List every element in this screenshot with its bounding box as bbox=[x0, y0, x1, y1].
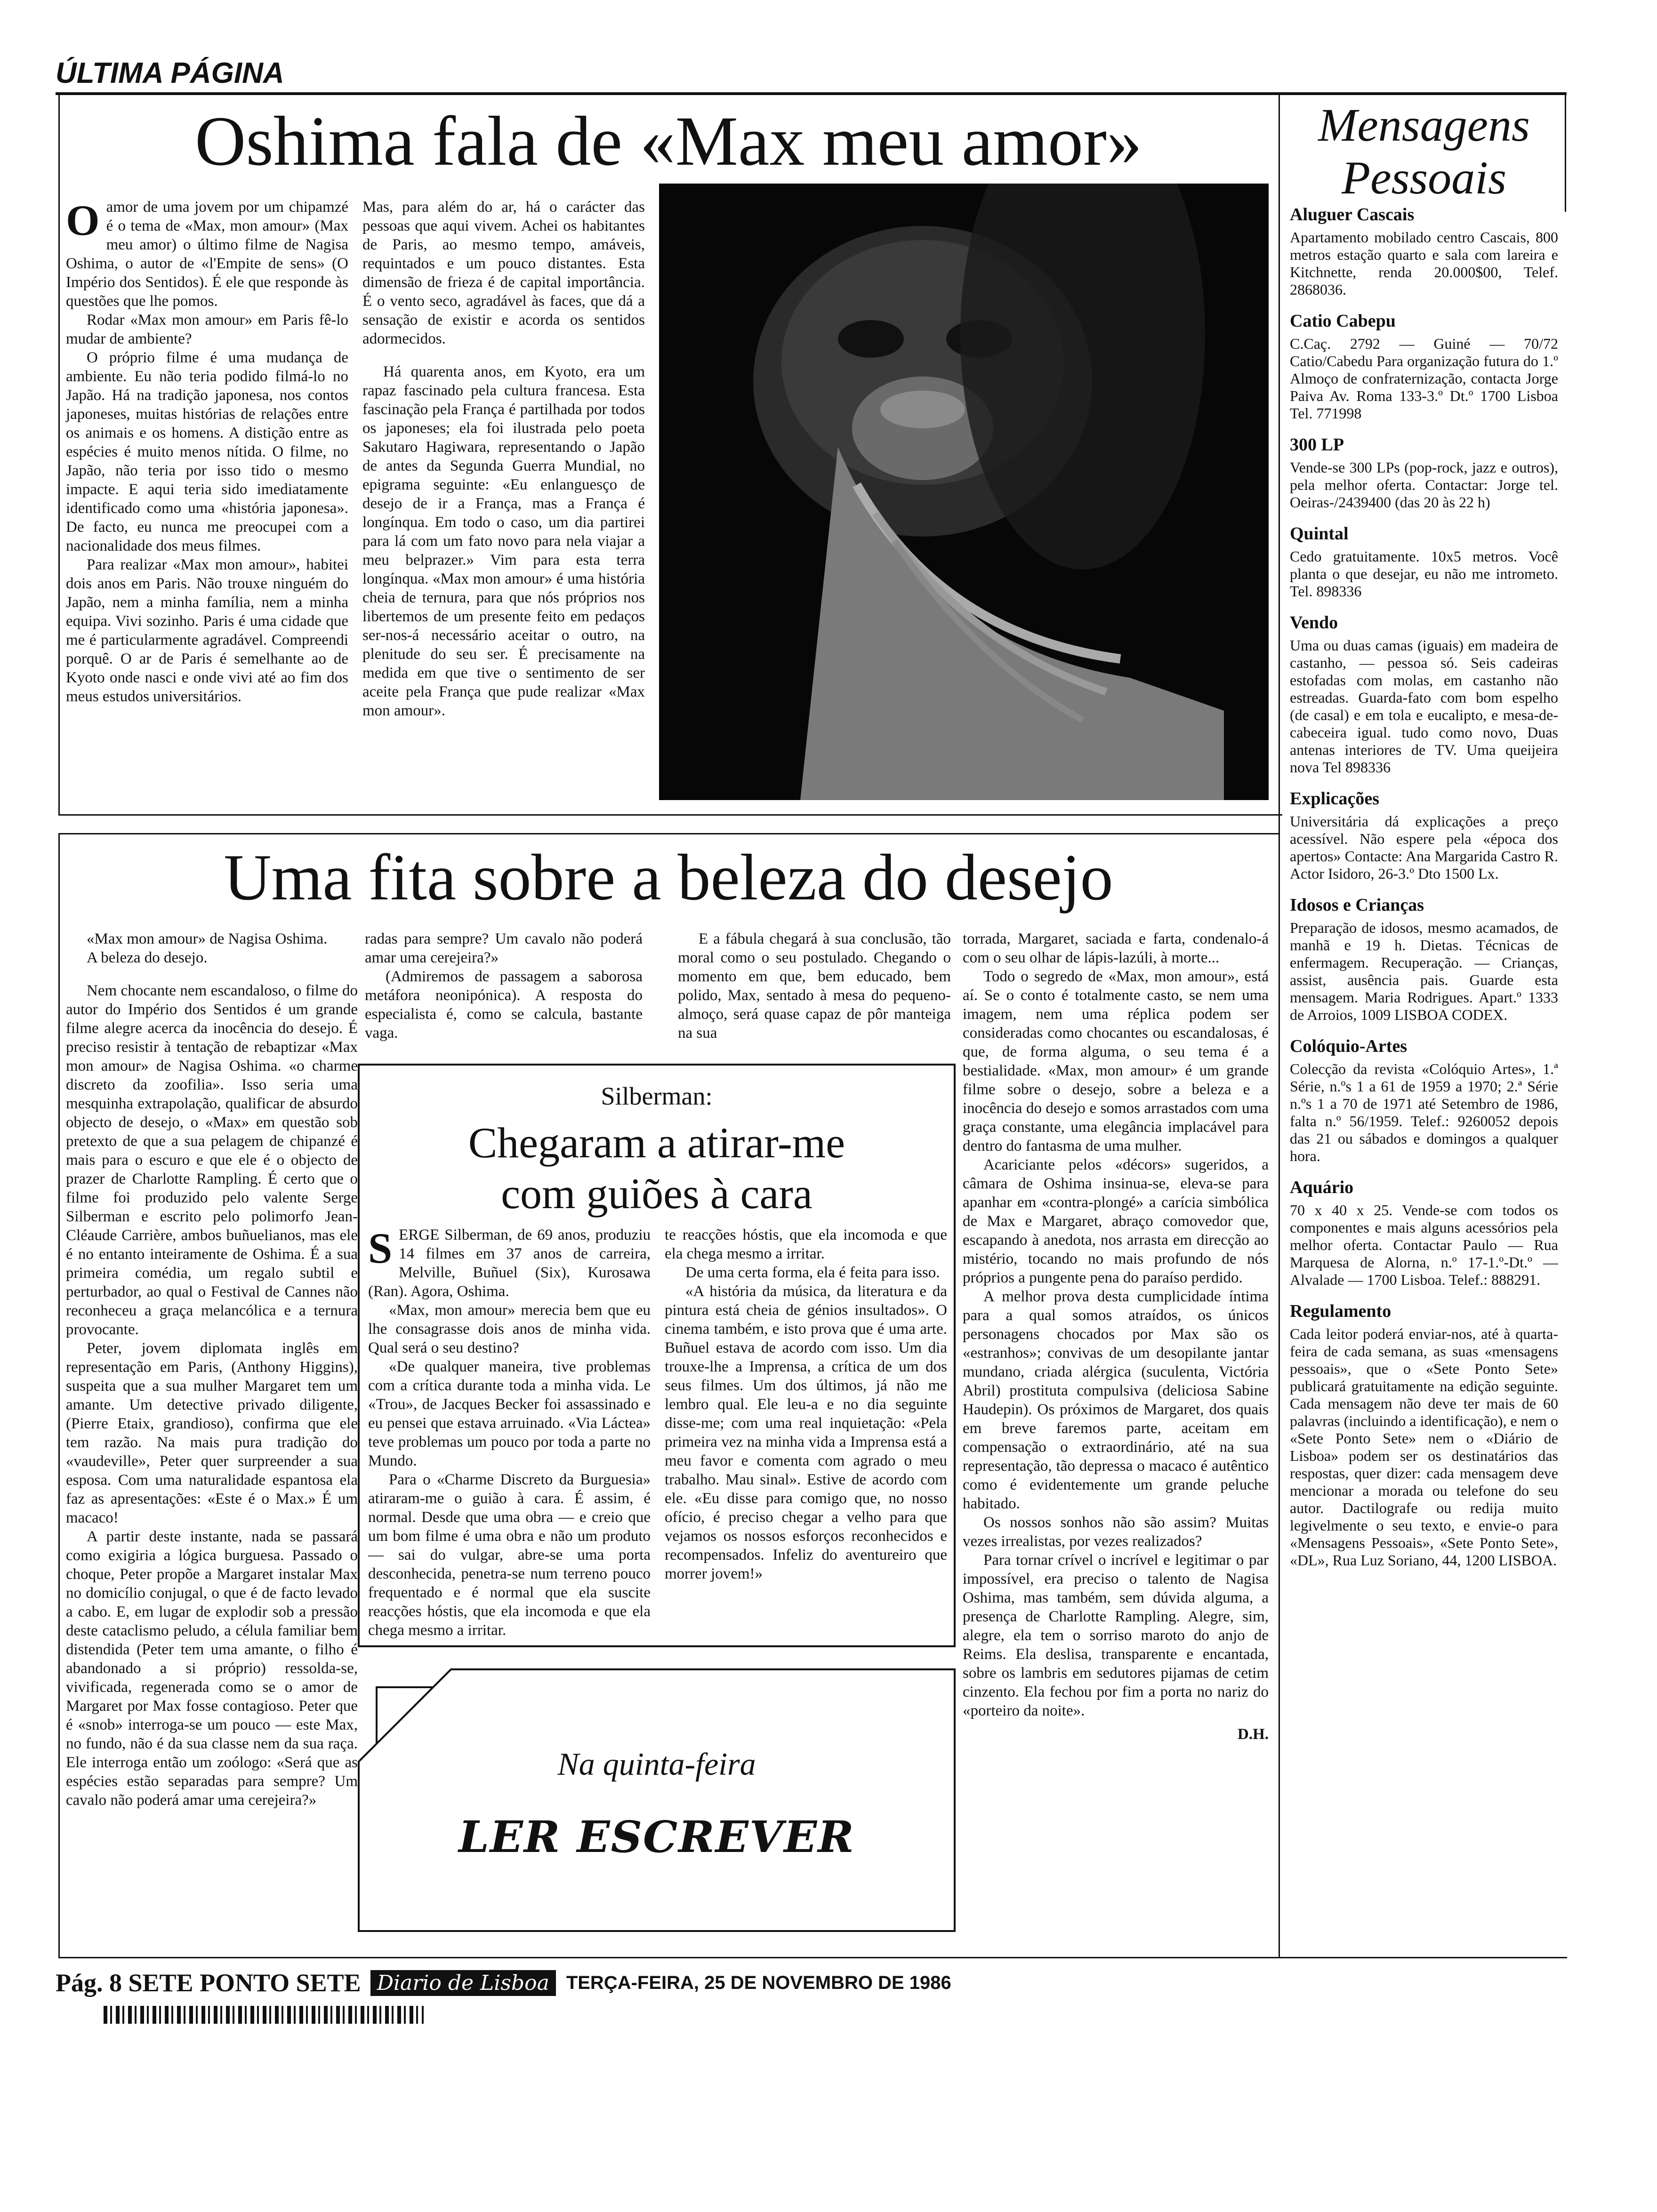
box-col2 bbox=[665, 1226, 947, 1583]
classified-text: 70 x 40 x 25. Vende-se com todos os componentes e mais alguns acessórios pela melhor oferta. Contactar Paulo — Rua Marquesa de Alorna, n.º 17-1.º-Dt.º — Alvalade — 1700 Lisboa. Telef.: 888291. bbox=[1290, 1202, 1558, 1288]
box-kicker: Silberman: bbox=[601, 1082, 713, 1110]
classifieds-right-border bbox=[1565, 94, 1566, 212]
classified-text: Universitária dá explicações a preço acessível. Não espere pela «época dos apertos» Contacte: Ana Margarida Castro R. Actor Isidoro, 26-3.º Dto 1500 Lx. bbox=[1290, 813, 1558, 882]
article2-para: A beleza do desejo. bbox=[87, 949, 208, 966]
classified-text: Preparação de idosos, mesmo acamados, de manhã e 19 h. Dietas. Técnicas de enfermagem. Recuperação. — Crianças, assist, ausência pais. Guarde esta mensagem. Maria Rodrigues. Apart.º 1333 de Arroios, 1009 LISBOA CODEX. bbox=[1290, 919, 1558, 1023]
classified-title: Explicações bbox=[1290, 789, 1379, 809]
article2-col2-top bbox=[365, 930, 643, 1042]
classifieds-left-border bbox=[1279, 94, 1280, 1958]
article2-para: Para tornar crível o incrível e legitimar o par impossível, era preciso o talento de Nagisa Oshima, mas também, sem dúvida alguma, a presença de Charlotte Rampling. Alegre, sim, alegre, ela tem o sorriso maroto do anjo de Reims. Ela deslisa, transparente e encantada, sobre os lambris em sedutores pijamas de cetim cinzento. Ela fechou por fim a porta no nariz do «porteiro da noite». bbox=[963, 1552, 1269, 1719]
article2-para: Peter, jovem diplomata inglês em representação em Paris, (Anthony Higgins), suspeita que a sua mulher Margaret tem um amante. Um detective privado diligente, (Pierre Etaix, grandioso), confirma que ele tem razão. Na mais pura tradição do «vaudeville», Peter quer surpreender a sua esposa. Com uma naturalidade espantosa ela faz as apresentações: «Este é o Max.» É um macaco! bbox=[66, 1340, 358, 1526]
article1-headline: Oshima fala de «Max meu amor» bbox=[195, 102, 1142, 180]
classified-title: Idosos e Crianças bbox=[1290, 895, 1424, 915]
article2-signature: D.H. bbox=[1238, 1726, 1269, 1743]
classifieds-title-line2: Pessoais bbox=[1342, 152, 1506, 204]
promo-logo: LER ESCREVER bbox=[458, 1811, 855, 1862]
box-para: «De qualquer maneira, tive problemas com a crítica durante toda a minha vida. Le «Trou», de Jacques Becker foi assassinado e eu pensei que estava arruinado. «Via Láctea» teve problemas um pouco por toda a parte no Mundo. bbox=[368, 1358, 651, 1469]
article2-top-border bbox=[58, 833, 1280, 834]
classified-title: Aquário bbox=[1290, 1178, 1354, 1197]
section-label: ÚLTIMA PÁGINA bbox=[56, 57, 284, 89]
dropcap: O bbox=[66, 196, 100, 244]
article1-para: Rodar «Max mon amour» em Paris fê-lo mudar de ambiente? bbox=[66, 312, 348, 347]
header-rule bbox=[56, 92, 1567, 95]
classifieds-title-line1: Mensagens bbox=[1318, 99, 1530, 151]
article2-para: (Admiremos de passagem a saborosa metáfora neonipónica). A resposta do especialista é, como se calcula, bastante vaga. bbox=[365, 968, 643, 1042]
box-para: De uma certa forma, ela é feita para isso. bbox=[685, 1264, 940, 1281]
classified-text: Apartamento mobilado centro Cascais, 800 metros estação quarto e sala com lareira e Kitchnette, renda 20.000$00, Telef. 2868036. bbox=[1290, 229, 1558, 298]
box-para: «A história da música, da literatura e da pintura está cheia de génios insultados». O cinema também, e isto prova que é uma arte. Buñuel estava de acordo com isso. Um dia trouxe-lhe a Imprensa, a crítica de um dos seus filmes. Um dos últimos, já não me lembro qual. Ele leu-a e no dia seguinte disse-me; com uma real inquietação: «Pela primeira vez na minha vida a Imprensa está a meu favor e comenta com agrado o meu trabalho. Mau sinal». Estive de acordo com ele. «Eu disse para comigo que, no nosso ofício, é preciso chegar a velho para que vejamos os nossos esforços reconhecidos e recompensados. Infeliz do aventureiro que morrer jovem!» bbox=[665, 1283, 947, 1582]
box-para: Para o «Charme Discreto da Burguesia» atiraram-me o guião à cara. É assim, é normal. Desde que uma obra — e creio que um bom filme é uma obra e não um produto — sai do vulgar, abre-se uma porta desconhecida, penetra-se num terreno pouco frequentado e é normal que ela suscite reacções hóstis, que ela incomoda e que ela chega mesmo a irritar. bbox=[368, 1471, 651, 1639]
classified-text: Uma ou duas camas (iguais) em madeira de castanho, — pessoa só. Seis cadeiras estofadas com molas, em castanho não estreadas. Guarda-fato com bom espelho (de casal) e em tola e eucalipto, e mesa-de-cabeceira igual. tudo como novo, Duas antenas interiores de TV. Uma queijeira nova Tel 898336 bbox=[1290, 637, 1558, 776]
promo-line1: Na quinta-feira bbox=[557, 1746, 756, 1782]
classified-title: Regulamento bbox=[1290, 1301, 1392, 1321]
classified-title: 300 LP bbox=[1290, 435, 1344, 455]
classified-title: Catio Cabepu bbox=[1290, 311, 1396, 331]
classified-title: Colóquio-Artes bbox=[1290, 1036, 1408, 1056]
article2-para: Os nossos sonhos não são assim? Muitas vezes irrealistas, por vezes realizados? bbox=[963, 1514, 1269, 1550]
footer-page: Pág. 8 SETE PONTO SETE bbox=[56, 1969, 361, 1997]
box-headline-line2: com guiões à cara bbox=[501, 1170, 812, 1218]
article2-col3-top bbox=[678, 930, 951, 1042]
article1-para: Mas, para além do ar, há o carácter das pessoas que aqui vivem. Achei os habitantes de Paris, ao mesmo tempo, amáveis, requintados e um pouco distantes. Esta dimensão de frieza é de capital importância. É o vento seco, agradável às faces, que dá a sensação de existir e acorda os sentidos adormecidos. bbox=[362, 199, 645, 347]
classifieds-column bbox=[1290, 99, 1558, 1569]
box-para: «Max, mon amour» merecia bem que eu lhe consagrasse dois anos de minha vida. Qual será o seu destino? bbox=[368, 1302, 651, 1356]
masthead-logo: Diario de Lisboa bbox=[370, 1970, 556, 1996]
article2-para: «Max mon amour» de Nagisa Oshima. bbox=[87, 930, 328, 947]
footer-barcode bbox=[104, 2006, 424, 2024]
article1-left-border bbox=[58, 94, 60, 815]
classified-title: Quintal bbox=[1290, 524, 1349, 544]
footer bbox=[56, 1968, 951, 2006]
article1-para: O próprio filme é uma mudança de ambiente. Eu não teria podido filmá-lo no Japão. Há na tradição japonesa, nos contos japoneses, muitas histórias de relações entre os animais e os homens. A distição entre as espécies é muito menos nítida. O filme, no Japão, não teria por isso tido o mesmo impacte. E aqui teria sido imediatamente identificado como uma «história japonesa». De facto, eu nunca me preocupei com a nacionalidade dos meus filmes. bbox=[66, 349, 348, 554]
article2-para: Nem chocante nem escandaloso, o filme do autor do Império dos Sentidos é um grande filme alegre acerca da inocência do desejo. É preciso resistir à tentação de rebaptizar «Max mon amour» de Nagisa Oshima. «o charme discreto da zoofilia». Isso seria uma mesquinha extrapolação, qualificar de absurdo objecto de desejo, o «Max» em questão sob pretexto de que a sua pelagem de chipanzé é mais para o escuro e que ele é o objecto de prazer de Charlotte Rampling. É certo que o filme foi produzido pelo valente Serge Silberman e escrito pelo polimorfo Jean-Cléaude Carrière, ambos buñuelianos, mas ele é no entanto inteiramente de Oshima. É a sua primeira comédia, um regalo subtil e perturbador, ao qual o Festival de Cannes não reconheceu a graça melancólica e a ternura provocante. bbox=[66, 982, 358, 1338]
article1-bottom-border bbox=[58, 814, 1282, 816]
article1-para: Para realizar «Max mon amour», habitei dois anos em Paris. Não trouxe ninguém do Japão, nem a minha família, nem a minha equipa. Vivi sozinho. Paris é uma cidade que me é particularmente agradável. Compreendi porquê. O ar de Paris é semelhante ao de Kyoto onde nasci e onde vivi até ao fim dos meus estudos universitários. bbox=[66, 556, 348, 705]
article2-para: radas para sempre? Um cavalo não poderá amar uma cerejeira?» bbox=[365, 930, 643, 966]
article2-bottom-border bbox=[58, 1957, 1567, 1958]
box-para: te reacções hóstis, que ela incomoda e que ela chega mesmo a irritar. bbox=[665, 1226, 947, 1262]
article2-para: A partir deste instante, nada se passará como exigiria a lógica burguesa. Passado o choque, Peter propõe a Margaret instalar Max no domicílio conjugal, o que é de facto levado a cabo. E, em lugar de explodir sob a pressão deste cataclismo peludo, a célula familiar bem distendida (Peter tem uma amante, o filho é abandonado a si próprio) ressolda-se, vivificada, regenerada como se o amor de Margaret por Max fosse contagioso. Peter que é «snob» interroga-se um pouco — este Max, no fundo, não é da sua classe nem da sua raça. Ele interroga então um zoólogo: «Será que as espécies estão separadas para sempre? Um cavalo não poderá amar uma cerejeira?» bbox=[66, 1528, 358, 1809]
article2-para: E a fábula chegará à sua conclusão, tão moral como o seu postulado. Chegando o momento em que, bem educado, bem polido, Max, sentado à mesa do pequeno-almoço, será quase capaz de pôr manteiga na sua bbox=[678, 930, 951, 1042]
box-col1 bbox=[368, 1226, 651, 1640]
article2-para: A melhor prova desta cumplicidade íntima para a qual somos atraídos, os únicos personagens chocados por Max são os «estranhos»; convivas de um desopilante jantar mundano, criada alérgica (suculenta, Victória Abril) prostituta compulsiva (deliciosa Sabine Haudepin). Os próximos de Margaret, dos quais em breve faremos parte, aceitam em compensação o extraordinário, até na sua representação, tão depressa o macaco é autêntico como é evidentemente um grande peluche habitado. bbox=[963, 1288, 1269, 1512]
article1-para: Há quarenta anos, em Kyoto, era um rapaz fascinado pela cultura francesa. Esta fascinação pela França é partilhada por todos os japoneses; ela foi ilustrada pelo poeta Sakutaro Hagiwara, representando o Japão de antes da Segunda Guerra Mundial, no epigrama seguinte: «Eu enlanguesço de desejo de ir a França, mas a França é longínqua. Em todo o caso, um dia partirei para lá com um fato novo para nela viajar a meu belprazer.» Vim para esta terra longínqua. «Max mon amour» é uma história cheia de ternura, para que nós próprios nos libertemos de um presente feito em pedaços ser-nos-á necessário aceitar o outro, na plenitude do seu ser. É precisamente na medida em que tive o sentimento de ser aceite pela França que pude realizar «Max mon amour». bbox=[362, 363, 645, 719]
article2-col4 bbox=[963, 930, 1269, 1744]
footer-date: TERÇA-FEIRA, 25 DE NOVEMBRO DE 1986 bbox=[566, 1972, 951, 1993]
classified-text: Cedo gratuitamente. 10x5 metros. Você planta o que desejar, eu não me intrometo. Tel. 898336 bbox=[1290, 548, 1558, 600]
article1-para: amor de uma jovem por um chipamzé é o tema de «Max, mon amour» (Max meu amor) o último filme de Nagisa Oshima, o autor de «l'Empite de sens» (O Império dos Sentidos). É ele que responde às questões que lhe pomos. bbox=[66, 199, 348, 310]
classified-text: C.Caç. 2792 — Guiné — 70/72 Catio/Cabedu Para organização futura do 1.º Almoço de confraternização, contacta Jorge Paiva Av. Roma 133-3.º Dt.º 1700 Lisboa Tel. 771998 bbox=[1290, 335, 1558, 422]
box-headline-line1: Chegaram a atirar-me bbox=[468, 1119, 845, 1167]
box-para: ERGE Silberman, de 69 anos, produziu 14 filmes em 37 anos de carreira, Melville, Buñuel (Six), Kurosawa (Ran). Agora, Oshima. bbox=[368, 1226, 651, 1300]
promo-box bbox=[358, 1668, 956, 1932]
article1-col1 bbox=[66, 198, 348, 706]
classifieds-title bbox=[1290, 99, 1558, 204]
article2-headline: Uma fita sobre a beleza do desejo bbox=[224, 841, 1113, 914]
classified-text: Colecção da revista «Colóquio Artes», 1.ª Série, n.ºs 1 a 61 de 1959 a 1970; 2.ª Série n.ºs 1 a 70 de 1971 até Setembro de 1986, falta n.º 56/1959. Telef.: 9260052 depois das 21 ou sábados e domingos a qualquer hora. bbox=[1290, 1060, 1558, 1164]
box-headline bbox=[360, 1117, 954, 1219]
chimpanzee-photo bbox=[659, 184, 1269, 800]
dropcap: S bbox=[368, 1224, 393, 1272]
article2-para: Todo o segredo de «Max, mon amour», está aí. Se o conto é totalmente casto, se nem uma imagem, nem uma réplica podem ser consideradas como chocantes ou escandalosas, é que, de forma alguma, o seu tema é a bestialidade. «Max, mon amour» é um grande filme sobre o desejo, sobre a beleza e a inocência do desejo e somos arrastados com uma graça constante, uma elegância implacável para dentro do fantasma de uma mulher. bbox=[963, 968, 1269, 1154]
classified-title: Vendo bbox=[1290, 613, 1338, 633]
silberman-box bbox=[358, 1064, 956, 1647]
article2-col1 bbox=[66, 930, 358, 1810]
classified-text: Cada leitor poderá enviar-nos, até à quarta-feira de cada semana, as suas «mensagens pessoais», que o «Sete Ponto Sete» publicará gratuitamente na edição seguinte. Cada mensagem não deve ter mais de 60 palavras (incluindo a identificação), e nem o «Sete Ponto Sete» nem o «Diário de Lisboa» podem ser os destinatários das respostas, quer dizer: cada mensagem deve mencionar a morada ou telefone do seu autor. Dactilografe ou redija muito legivelmente o seu texto, e envie-o para «Mensagens Pessoais», «Sete Ponto Sete», «DL», Rua Luz Soriano, 44, 1200 LISBOA. bbox=[1290, 1325, 1558, 1569]
classified-text: Vende-se 300 LPs (pop-rock, jazz e outros), pela melhor oferta. Contactar: Jorge tel. Oeiras-/2439400 (das 20 às 22 h) bbox=[1290, 459, 1558, 511]
article2-left-border bbox=[58, 833, 60, 1958]
article1-col2 bbox=[362, 198, 645, 720]
article2-para: Acariciante pelos «décors» sugeridos, a câmara de Oshima insinua-se, eleva-se para apanhar em «contra-plongé» a carícia simbólica de Max e Margaret, abraço comovedor que, escapando à anedota, nos arrasta em direcção ao mistério, tocando no mais profundo de nós próprios a pungente pena do paraíso perdido. bbox=[963, 1156, 1269, 1286]
article2-para: torrada, Margaret, saciada e farta, condenalo-á com o seu olhar de lápis-lazúli, à morte... bbox=[963, 930, 1269, 966]
classified-title: Aluguer Cascais bbox=[1290, 205, 1415, 224]
